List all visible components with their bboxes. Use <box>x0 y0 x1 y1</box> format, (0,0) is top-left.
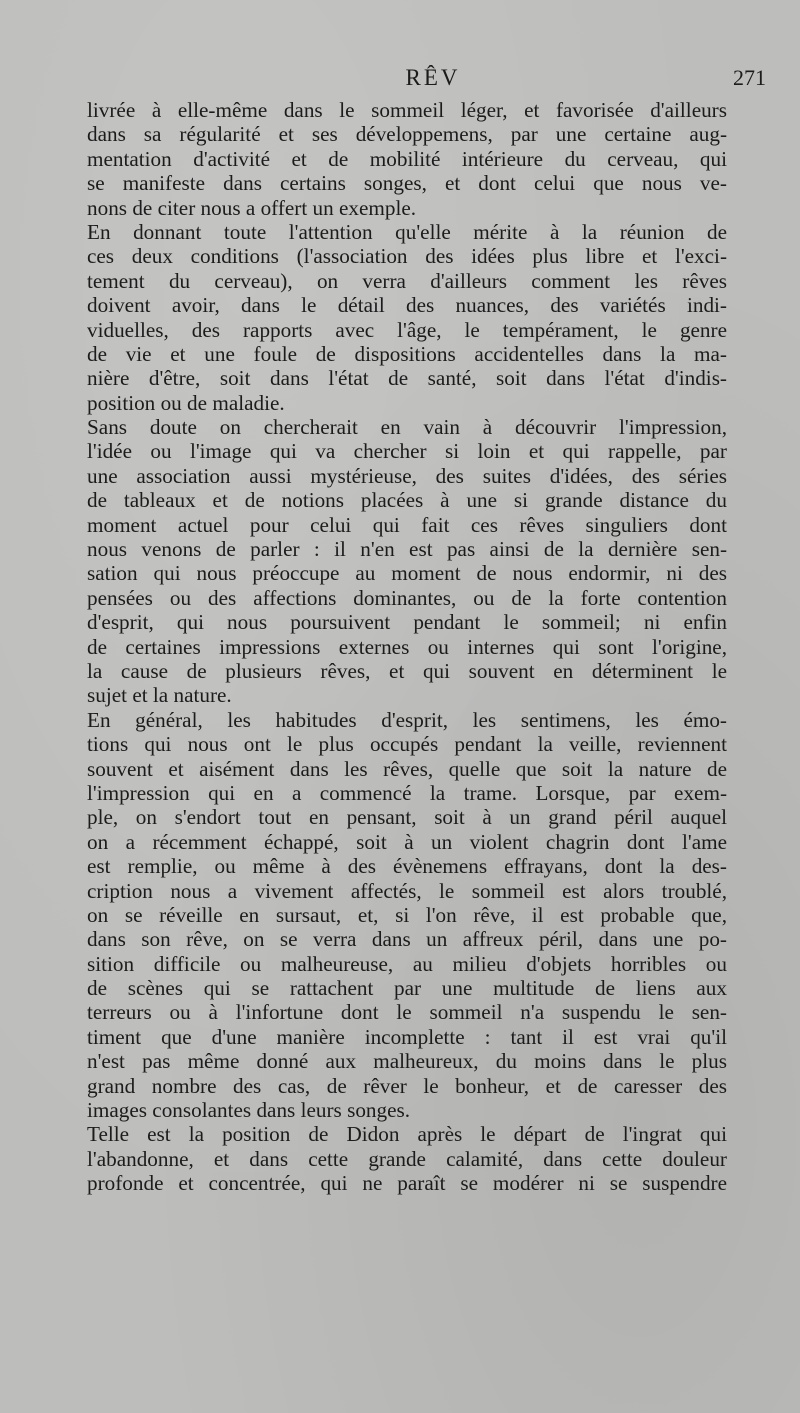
paragraph-2 <box>87 220 727 415</box>
text-line: pensées ou des affections dominantes, ou de la forte contention <box>87 585 727 610</box>
text-line: En donnant toute l'attention qu'elle mérite à la réunion de <box>87 219 727 244</box>
text-line: Telle est la position de Didon après le départ de l'ingrat qui <box>87 1122 727 1147</box>
text-line: moment actuel pour celui qui fait ces rêves singuliers dont <box>87 512 727 537</box>
text-line: ple, on s'endort tout en pensant, soit à un grand péril auquel <box>87 805 727 830</box>
body-text <box>87 98 727 1196</box>
text-line: on se réveille en sursaut, et, si l'on rêve, il est probable que, <box>87 902 727 927</box>
text-line: on a récemment échappé, soit à un violent chagrin dont l'ame <box>87 829 727 854</box>
text-line: cription nous a vivement affectés, le sommeil est alors troublé, <box>87 878 727 903</box>
text-line: tement du cerveau), on verra d'ailleurs comment les rêves <box>87 268 727 293</box>
text-line: la cause de plusieurs rêves, et qui souvent en déterminent le <box>87 658 727 683</box>
text-line: profonde et concentrée, qui ne paraît se modérer ni se suspendre <box>87 1171 727 1196</box>
text-line: timent que d'une manière incomplette : tant il est vrai qu'il <box>87 1024 727 1049</box>
text-line: l'impression qui en a commencé la trame. Lorsque, par exem- <box>87 780 727 805</box>
text-line: d'esprit, qui nous poursuivent pendant le sommeil; ni enfin <box>87 610 727 635</box>
text-line: livrée à elle-même dans le sommeil léger, et favorisée d'ailleurs <box>87 98 727 122</box>
text-line: de vie et une foule de dispositions accidentelles dans la ma- <box>87 341 727 366</box>
text-line: l'idée ou l'image qui va chercher si loin et qui rappelle, par <box>87 439 727 464</box>
text-line: se manifeste dans certains songes, et dont celui que nous ve- <box>87 171 727 196</box>
text-line: nous venons de parler : il n'en est pas ainsi de la dernière sen- <box>87 537 727 562</box>
running-head: RÊV <box>405 65 461 90</box>
page-header <box>88 62 778 94</box>
page-number: 271 <box>733 65 766 90</box>
text-line: de tableaux et de notions placées à une si grande distance du <box>87 488 727 513</box>
text-line: En général, les habitudes d'esprit, les sentimens, les émo- <box>87 707 727 732</box>
text-line: nière d'être, soit dans l'état de santé, soit dans l'état d'indis- <box>87 366 727 391</box>
text-line: mentation d'activité et de mobilité intérieure du cerveau, qui <box>87 146 727 171</box>
paragraph-1 <box>87 98 727 220</box>
text-line: viduelles, des rapports avec l'âge, le tempérament, le genre <box>87 317 727 342</box>
text-line: images consolantes dans leurs songes. <box>87 1098 411 1123</box>
text-line: ces deux conditions (l'association des idées plus libre et l'exci- <box>87 244 727 269</box>
text-line: est remplie, ou même à des évènemens effrayans, dont la des- <box>87 854 727 879</box>
text-line: nons de citer nous a offert un exemple. <box>87 195 417 220</box>
paragraph-4 <box>87 708 727 1123</box>
text-line: l'abandonne, et dans cette grande calamité, dans cette douleur <box>87 1146 727 1171</box>
text-line: dans son rêve, on se verra dans un affreux péril, dans une po- <box>87 927 727 952</box>
text-line: tions qui nous ont le plus occupés pendant la veille, reviennent <box>87 732 727 757</box>
paragraph-5 <box>87 1122 727 1195</box>
text-line: une association aussi mystérieuse, des suites d'idées, des séries <box>87 463 727 488</box>
text-line: de certaines impressions externes ou internes qui sont l'origine, <box>87 634 727 659</box>
text-line: sation qui nous préoccupe au moment de nous endormir, ni des <box>87 561 727 586</box>
text-line: n'est pas même donné aux malheureux, du moins dans le plus <box>87 1049 727 1074</box>
text-line: grand nombre des cas, de rêver le bonheur, et de caresser des <box>87 1073 727 1098</box>
text-line: doivent avoir, dans le détail des nuances, des variétés indi- <box>87 293 727 318</box>
text-line: position ou de maladie. <box>87 390 285 415</box>
text-line: sujet et la nature. <box>87 683 232 708</box>
paragraph-3 <box>87 415 727 708</box>
text-line: sition difficile ou malheureuse, au milieu d'objets horribles ou <box>87 951 727 976</box>
text-line: dans sa régularité et ses développemens, par une certaine aug- <box>87 122 727 147</box>
text-line: terreurs ou à l'infortune dont le sommeil n'a suspendu le sen- <box>87 1000 727 1025</box>
text-line: Sans doute on chercherait en vain à découvrir l'impression, <box>87 415 727 440</box>
text-line: souvent et aisément dans les rêves, quelle que soit la nature de <box>87 756 727 781</box>
text-line: de scènes qui se rattachent par une multitude de liens aux <box>87 976 727 1001</box>
